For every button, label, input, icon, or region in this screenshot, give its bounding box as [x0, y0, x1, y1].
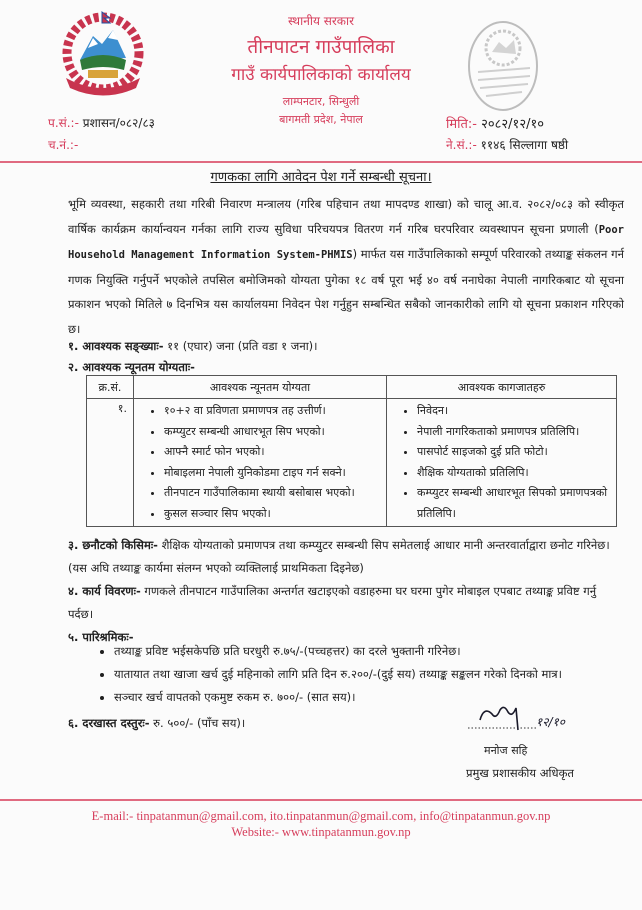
ref-value: प्रशासन/०८२/८३ — [82, 116, 155, 130]
cell-qualifications — [134, 399, 387, 527]
cell-sn: १. — [87, 399, 134, 527]
footer-divider — [0, 799, 642, 801]
date-value: २०८२/१२/१० — [481, 117, 544, 132]
date-label: मिति:- — [446, 117, 477, 132]
signature-date: १२/१० — [536, 715, 566, 729]
header-divider — [0, 161, 642, 163]
header-municipality: तीनपाटन गाउँपालिका — [247, 36, 395, 58]
header-address-1: लाम्पनटार, सिन्धुली — [282, 95, 360, 108]
dispatch-label: च.नं.:- — [48, 138, 79, 152]
qualification-table — [86, 375, 617, 527]
signatory-title: प्रमुख प्रशासकीय अधिकृत — [466, 766, 574, 780]
remuneration-list — [86, 640, 616, 709]
footer-email: E-mail:- tinpatanmun@gmail.com, ito.tinpatanmun@gmail.com, info@tinpatanmun.gov.np — [91, 809, 551, 823]
section-4 — [68, 580, 624, 626]
section-1 — [68, 335, 624, 358]
section-3 — [68, 534, 624, 580]
section-6-label: ६. दरखास्त दस्तुरः- — [68, 716, 150, 730]
document-item: • शैक्षिक योग्यताको प्रतिलिपि। — [417, 463, 610, 484]
intro-english: Poor Household Management Information System-PHMIS — [68, 223, 624, 261]
section-4-text: गणकले तीनपाटन गाउँपालिका अन्तर्गत खटाइएको वडाहरुमा घर घरमा पुगेर मोबाइल एपबाट तथ्याङ्क प्रविष्ट गर्नु पर्दछ। — [68, 584, 597, 621]
col-header-qualification: आवश्यक न्यूनतम योग्यता — [134, 376, 387, 399]
signature-icon — [460, 700, 590, 740]
remuneration-item: • यातायात तथा खाजा खर्च दुई महिनाको लागि प्रति दिन रु.२००/-(दुई सय) तथ्याङ्क सङ्कलन गरेको दिनको मात्र। — [114, 663, 616, 686]
section-2-label: २. आवश्यक न्यूनतम योग्यताः- — [68, 360, 195, 374]
notice-title: गणकका लागि आवेदन पेश गर्ने सम्बन्धी सूचना। — [210, 170, 432, 185]
document-item: • कम्प्युटर सम्बन्धी आधारभूत सिपको प्रमाणपत्रको प्रतिलिपि। — [417, 483, 610, 524]
col-header-sn: क्र.सं. — [87, 376, 134, 399]
section-3-label: ३. छनौटको किसिमः- — [68, 538, 158, 552]
remuneration-item: • तथ्याङ्क प्रविष्ट भईसकेपछि प्रति घरधुरी रु.७५/-(पच्चहत्तर) का दरले भुक्तानी गरिनेछ। — [114, 640, 616, 663]
remuneration-item: • सञ्चार खर्च वापतको एकमुष्ट रुकम रु. ७००/- (सात सय)। — [114, 686, 616, 709]
header-office: गाउँ कार्यपालिकाको कार्यालय — [231, 65, 411, 85]
document-item: • निवेदन। — [417, 401, 610, 422]
ns-value: ११४६ सिल्लागा षष्ठी — [480, 138, 569, 152]
dispatch-number — [48, 136, 78, 153]
header-address-2: बागमती प्रदेश, नेपाल — [279, 113, 363, 126]
section-3-text: शैक्षिक योग्यताको प्रमाणपत्र तथा कम्प्युटर सम्बन्धी सिप समेतलाई आधार मानी अन्तरवार्ताद्वारा छनोट गरिनेछ। (यस अघि तथ्याङ्क कार्यमा संलग्न भएको व्यक्तिलाई प्राथमिकता दिइनेछ) — [68, 538, 610, 575]
date — [446, 114, 544, 132]
nepal-sambat-date — [446, 136, 568, 153]
ns-label: ने.सं.:- — [446, 138, 477, 152]
section-1-text: ११ (एघार) जना (प्रति वडा १ जना)। — [163, 339, 318, 353]
section-4-label: ४. कार्य विवरणः- — [68, 584, 141, 598]
intro-paragraph — [68, 192, 624, 341]
header-govt: स्थानीय सरकार — [288, 14, 354, 28]
section-6-text: रु. ५००/- (पाँच सय)। — [149, 716, 246, 730]
cell-documents — [387, 399, 617, 527]
document-item: • नेपाली नागरिकताको प्रमाणपत्र प्रतिलिपि। — [417, 422, 610, 443]
ref-number — [48, 114, 155, 131]
qualification-item: • कम्प्युटर सम्बन्धी आधारभूत सिप भएको। — [164, 422, 380, 443]
section-1-label: १. आवश्यक सङ्ख्याः- — [68, 339, 164, 353]
qualification-item: • आफ्नै स्मार्ट फोन भएको। — [164, 442, 380, 463]
qualification-item: • कुसल सञ्चार सिप भएको। — [164, 504, 380, 525]
ref-label: प.सं.:- — [48, 116, 79, 130]
table-row — [87, 399, 617, 527]
qualification-item: • १०+२ वा प्रविणता प्रमाणपत्र तह उत्तीर्ण। — [164, 401, 380, 422]
qualification-item: • मोबाइलमा नेपाली युनिकोडमा टाइप गर्न सक्ने। — [164, 463, 380, 484]
document-item: • पासपोर्ट साइजको दुई प्रति फोटो। — [417, 442, 610, 463]
section-5-label: ५. पारिश्रमिकः- — [68, 630, 134, 644]
intro-text-2: ) मार्फत यस गाउँपालिकाको सम्पूर्ण परिवारको तथ्याङ्क संकलन गर्न गणक नियुक्ति गर्नुपर्ने भएकोले तपसिल बमोजिमको योग्यता पुगेका १८ वर्ष पूरा भई ४० वर्ष ननाघेका नेपाली नागरिकबाट यो सूचना प्रकाशन भएको मितिले ७ दिनभित्र यस कार्यालयमा निवेदन पेश गर्नुहुन सम्बन्धित सबैको जानकारीको लागि यो सूचना प्रकाशन गरिएको छ। — [68, 247, 624, 336]
footer-website: Website:- www.tinpatanmun.gov.np — [231, 825, 411, 839]
intro-text-1: भूमि व्यवस्था, सहकारी तथा गरिबी निवारण मन्त्रालय (गरिब पहिचान तथा मापदण्ड शाखा) को चालू आ.व. २०८२/०८३ को स्वीकृत वार्षिक कार्यक्रम कार्यान्वयन गर्नका लागि राज्य सुविधा परिचयपत्र वितरण गर्न गरिब घरपरिवार व्यवस्थापन सूचना प्रणाली ( — [68, 197, 624, 236]
col-header-documents: आवश्यक कागजातहरु — [387, 376, 617, 399]
qualification-item: • तीनपाटन गाउँपालिकामा स्थायी बसोबास भएको। — [164, 483, 380, 504]
signatory-name: मनोज सहि — [484, 744, 528, 757]
